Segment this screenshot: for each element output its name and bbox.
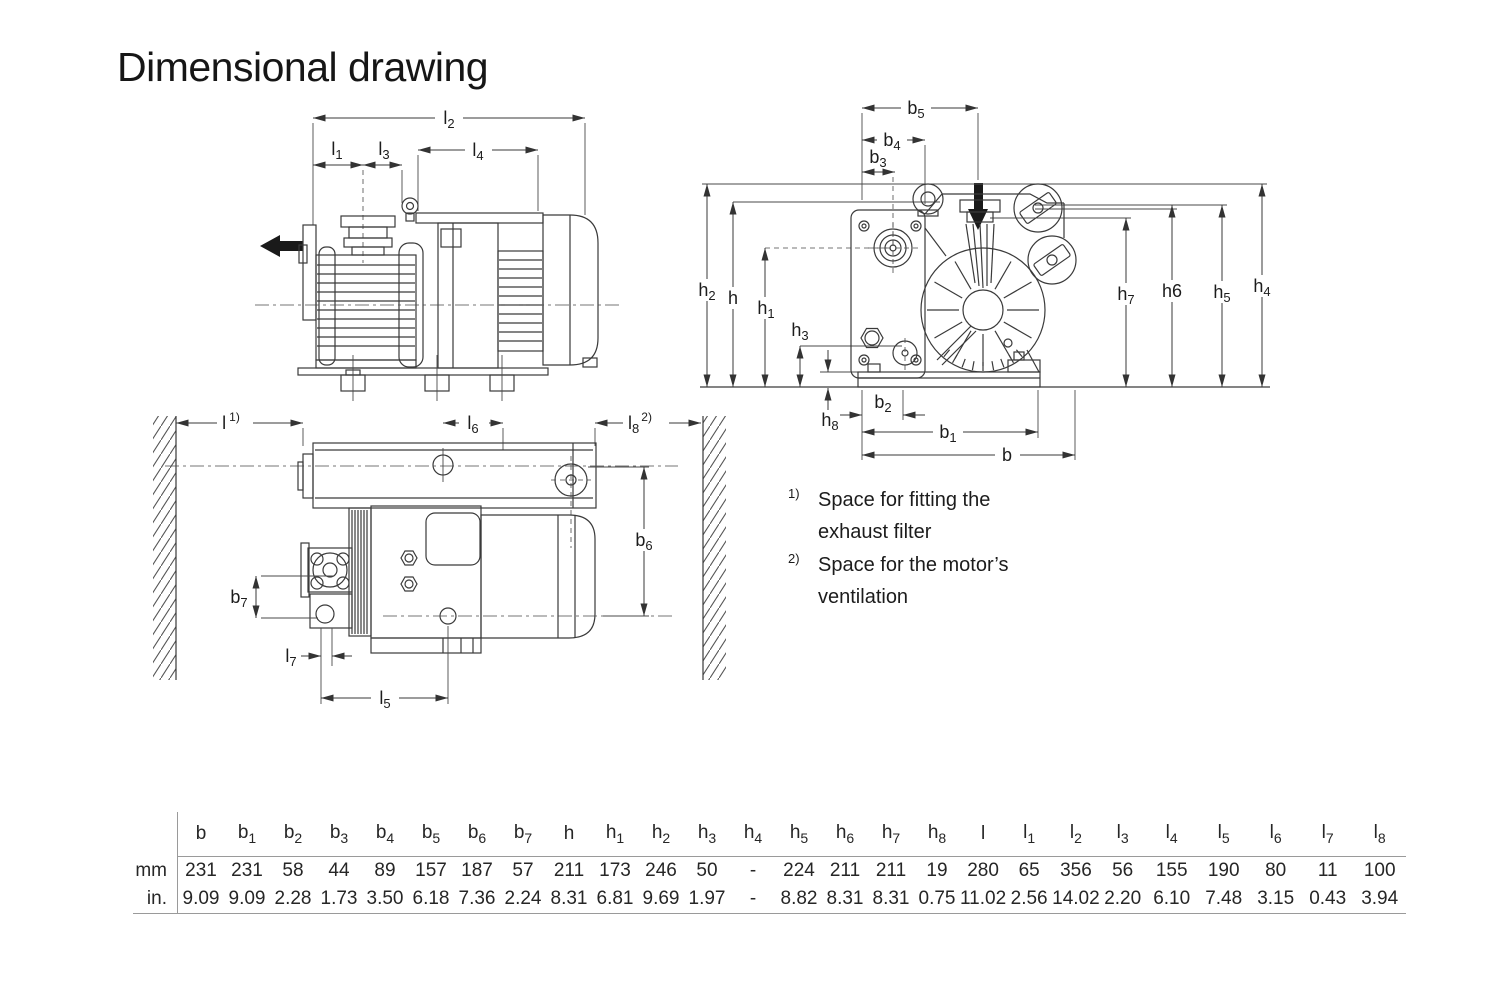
table-value-cell: 11.02: [960, 885, 1006, 914]
dim-label-l4: $l_4$: [472, 140, 484, 163]
footnote-1-line-2: exhaust filter: [818, 521, 932, 543]
column-header-l7: $l_7$: [1302, 812, 1354, 857]
table-value-cell: 6.10: [1146, 885, 1198, 914]
table-value-cell: 211: [875, 860, 907, 881]
column-header-b: b: [178, 812, 225, 857]
column-header-l6: $l_6$: [1250, 812, 1302, 857]
dim-label-l1: $l_1$: [331, 139, 343, 162]
unit-label: mm: [133, 857, 178, 886]
footnotes: [788, 484, 1088, 614]
footnote-2-marker: 2): [788, 551, 800, 566]
dim-label-b7: $b_7$: [230, 587, 248, 610]
dim-label-h: h: [727, 288, 739, 308]
column-header-b3: $b_3$: [316, 812, 362, 857]
dim-label-l: l $^{1)}$: [222, 410, 240, 433]
table-value-cell: 8.82: [776, 885, 822, 914]
dim-label-b5: $b_5$: [907, 98, 925, 121]
table-value-cell: 231: [185, 860, 217, 881]
column-header-l3: $l_3$: [1100, 812, 1146, 857]
dim-label-h3: $h_3$: [791, 320, 809, 343]
dim-label-l3: $l_3$: [378, 139, 390, 162]
table-header-row: [133, 812, 1406, 857]
column-header-b7: $b_7$: [500, 812, 546, 857]
front-view-dimensions-left: [694, 184, 839, 433]
dim-label-b4: $b_4$: [883, 130, 901, 153]
column-header-h3: $h_3$: [684, 812, 730, 857]
top-view-drawing: [143, 398, 743, 715]
side-view-drawing: [253, 93, 625, 410]
table-value-cell: 58: [282, 860, 304, 881]
front-view-dimensions-top: [862, 97, 978, 248]
dim-label-b: b: [1001, 445, 1013, 465]
table-row-in: [133, 885, 1406, 914]
table-value-cell: 80: [1265, 860, 1287, 881]
front-view-dimensions-bottom: [840, 390, 1075, 466]
table-value-cell: 44: [328, 860, 350, 881]
column-header-b5: $b_5$: [408, 812, 454, 857]
dim-label-l6: $l_6$: [467, 413, 479, 436]
front-view-pump-body: [851, 184, 1076, 387]
dim-label-h8: $h_8$: [821, 410, 839, 433]
column-header-h1: $h_1$: [592, 812, 638, 857]
column-header-l8: $l_8$: [1354, 812, 1406, 857]
table-value-cell: 11: [1317, 860, 1338, 881]
column-header-h7: $h_7$: [868, 812, 914, 857]
dim-label-h6: h6: [1161, 281, 1183, 301]
table-value-cell: 19: [926, 860, 948, 881]
side-view-pump-body: [298, 198, 598, 391]
dim-label-h1: $h_1$: [757, 298, 775, 321]
table-value-cell: 2.28: [270, 885, 316, 914]
column-header-b1: $b_1$: [224, 812, 270, 857]
footnote-2-line-2: ventilation: [818, 586, 909, 608]
table-value-cell: 1.97: [684, 885, 730, 914]
column-header-l4: $l_4$: [1146, 812, 1198, 857]
table-value-cell: 0.75: [914, 885, 960, 914]
dimensions-table: [133, 812, 1406, 914]
table-value-cell: 211: [829, 860, 861, 881]
table-value-cell: 9.09: [178, 885, 225, 914]
table-body: [133, 857, 1406, 914]
column-header-h8: $h_8$: [914, 812, 960, 857]
column-header-h: h: [546, 812, 592, 857]
table-value-cell: 280: [967, 860, 999, 881]
table-value-cell: 173: [599, 860, 631, 881]
table-value-cell: 190: [1207, 860, 1240, 881]
footnote-1-line-1: Space for fitting the: [818, 489, 991, 511]
table-value-cell: 0.43: [1302, 885, 1354, 914]
column-header-h5: $h_5$: [776, 812, 822, 857]
table-value-cell: 1.73: [316, 885, 362, 914]
footnote-1: [788, 484, 1088, 548]
table-row-mm: [133, 857, 1406, 886]
wall-hatching-left: [153, 416, 176, 680]
unit-label: in.: [133, 885, 178, 914]
table-value-cell: 57: [512, 860, 534, 881]
table-value-cell: 356: [1060, 860, 1092, 881]
table-corner-cell: [133, 812, 178, 857]
table-value-cell: 246: [645, 860, 677, 881]
table-value-cell: 6.18: [408, 885, 454, 914]
side-view-centerlines: [255, 305, 619, 401]
dim-label-h7: $h_7$: [1117, 284, 1135, 307]
dim-label-b6: $b_6$: [635, 530, 653, 553]
dim-label-b1: $b_1$: [939, 422, 957, 445]
inlet-direction-arrow: [968, 183, 988, 230]
column-header-l1: $l_1$: [1006, 812, 1052, 857]
dim-label-b2: $b_2$: [874, 392, 892, 415]
column-header-h4: $h_4$: [730, 812, 776, 857]
table-value-cell: 65: [1018, 860, 1040, 881]
table-value-cell: 224: [783, 860, 815, 881]
dim-label-l5: $l_5$: [379, 688, 391, 711]
table-value-cell: -: [749, 860, 757, 881]
column-header-l5: $l_5$: [1198, 812, 1250, 857]
dim-label-b3: $b_3$: [869, 147, 887, 170]
table-value-cell: 89: [374, 860, 396, 881]
front-view-dimensions-right: [1112, 184, 1276, 387]
table-value-cell: 2.24: [500, 885, 546, 914]
table-value-cell: -: [730, 885, 776, 914]
dim-label-l8: $l_8^{2)}$: [628, 410, 652, 436]
table-value-cell: 56: [1112, 860, 1134, 881]
table-value-cell: 155: [1155, 860, 1188, 881]
table-value-cell: 8.31: [822, 885, 868, 914]
table-value-cell: 9.69: [638, 885, 684, 914]
column-header-b2: $b_2$: [270, 812, 316, 857]
column-header-l2: $l_2$: [1052, 812, 1100, 857]
dim-label-l2: $l_2$: [443, 108, 455, 131]
column-header-h6: $h_6$: [822, 812, 868, 857]
table-value-cell: 9.09: [224, 885, 270, 914]
top-view-dimension-b6: [588, 467, 659, 616]
table-value-cell: 100: [1363, 860, 1396, 881]
side-view-dimensions: [313, 107, 585, 263]
column-header-b4: $b_4$: [362, 812, 408, 857]
table-value-cell: 7.36: [454, 885, 500, 914]
front-view-drawing: [690, 88, 1294, 480]
table-value-cell: 2.20: [1100, 885, 1146, 914]
top-view-dimensions-top: [176, 410, 701, 450]
footnote-2-line-1: Space for the motor’s: [818, 554, 1009, 576]
dim-label-h2: $h_2$: [698, 280, 716, 303]
wall-hatching-right: [703, 416, 726, 680]
table-value-cell: 8.31: [868, 885, 914, 914]
top-view-dimensions-bottom: [285, 626, 448, 711]
flow-direction-arrow: [260, 235, 303, 257]
top-view-rail: [298, 443, 596, 548]
table-value-cell: 187: [461, 860, 493, 881]
table-value-cell: 14.02: [1052, 885, 1100, 914]
table-value-cell: 157: [415, 860, 447, 881]
table-value-cell: 2.56: [1006, 885, 1052, 914]
table-value-cell: 3.50: [362, 885, 408, 914]
table-value-cell: 50: [696, 860, 718, 881]
footnote-1-marker: 1): [788, 486, 800, 501]
table-value-cell: 231: [231, 860, 263, 881]
column-header-h2: $h_2$: [638, 812, 684, 857]
table-value-cell: 8.31: [546, 885, 592, 914]
table-value-cell: 211: [553, 860, 585, 881]
table-value-cell: 6.81: [592, 885, 638, 914]
dim-label-h5: $h_5$: [1213, 282, 1231, 305]
page-title: Dimensional drawing: [117, 44, 489, 90]
table-value-cell: 3.94: [1354, 885, 1406, 914]
dim-label-l7: $l_7$: [285, 646, 297, 669]
footnote-2: [788, 549, 1088, 613]
column-header-b6: $b_6$: [454, 812, 500, 857]
table-value-cell: 7.48: [1198, 885, 1250, 914]
column-header-l: l: [960, 812, 1006, 857]
dim-label-h4: $h_4$: [1253, 276, 1271, 299]
table-value-cell: 3.15: [1250, 885, 1302, 914]
